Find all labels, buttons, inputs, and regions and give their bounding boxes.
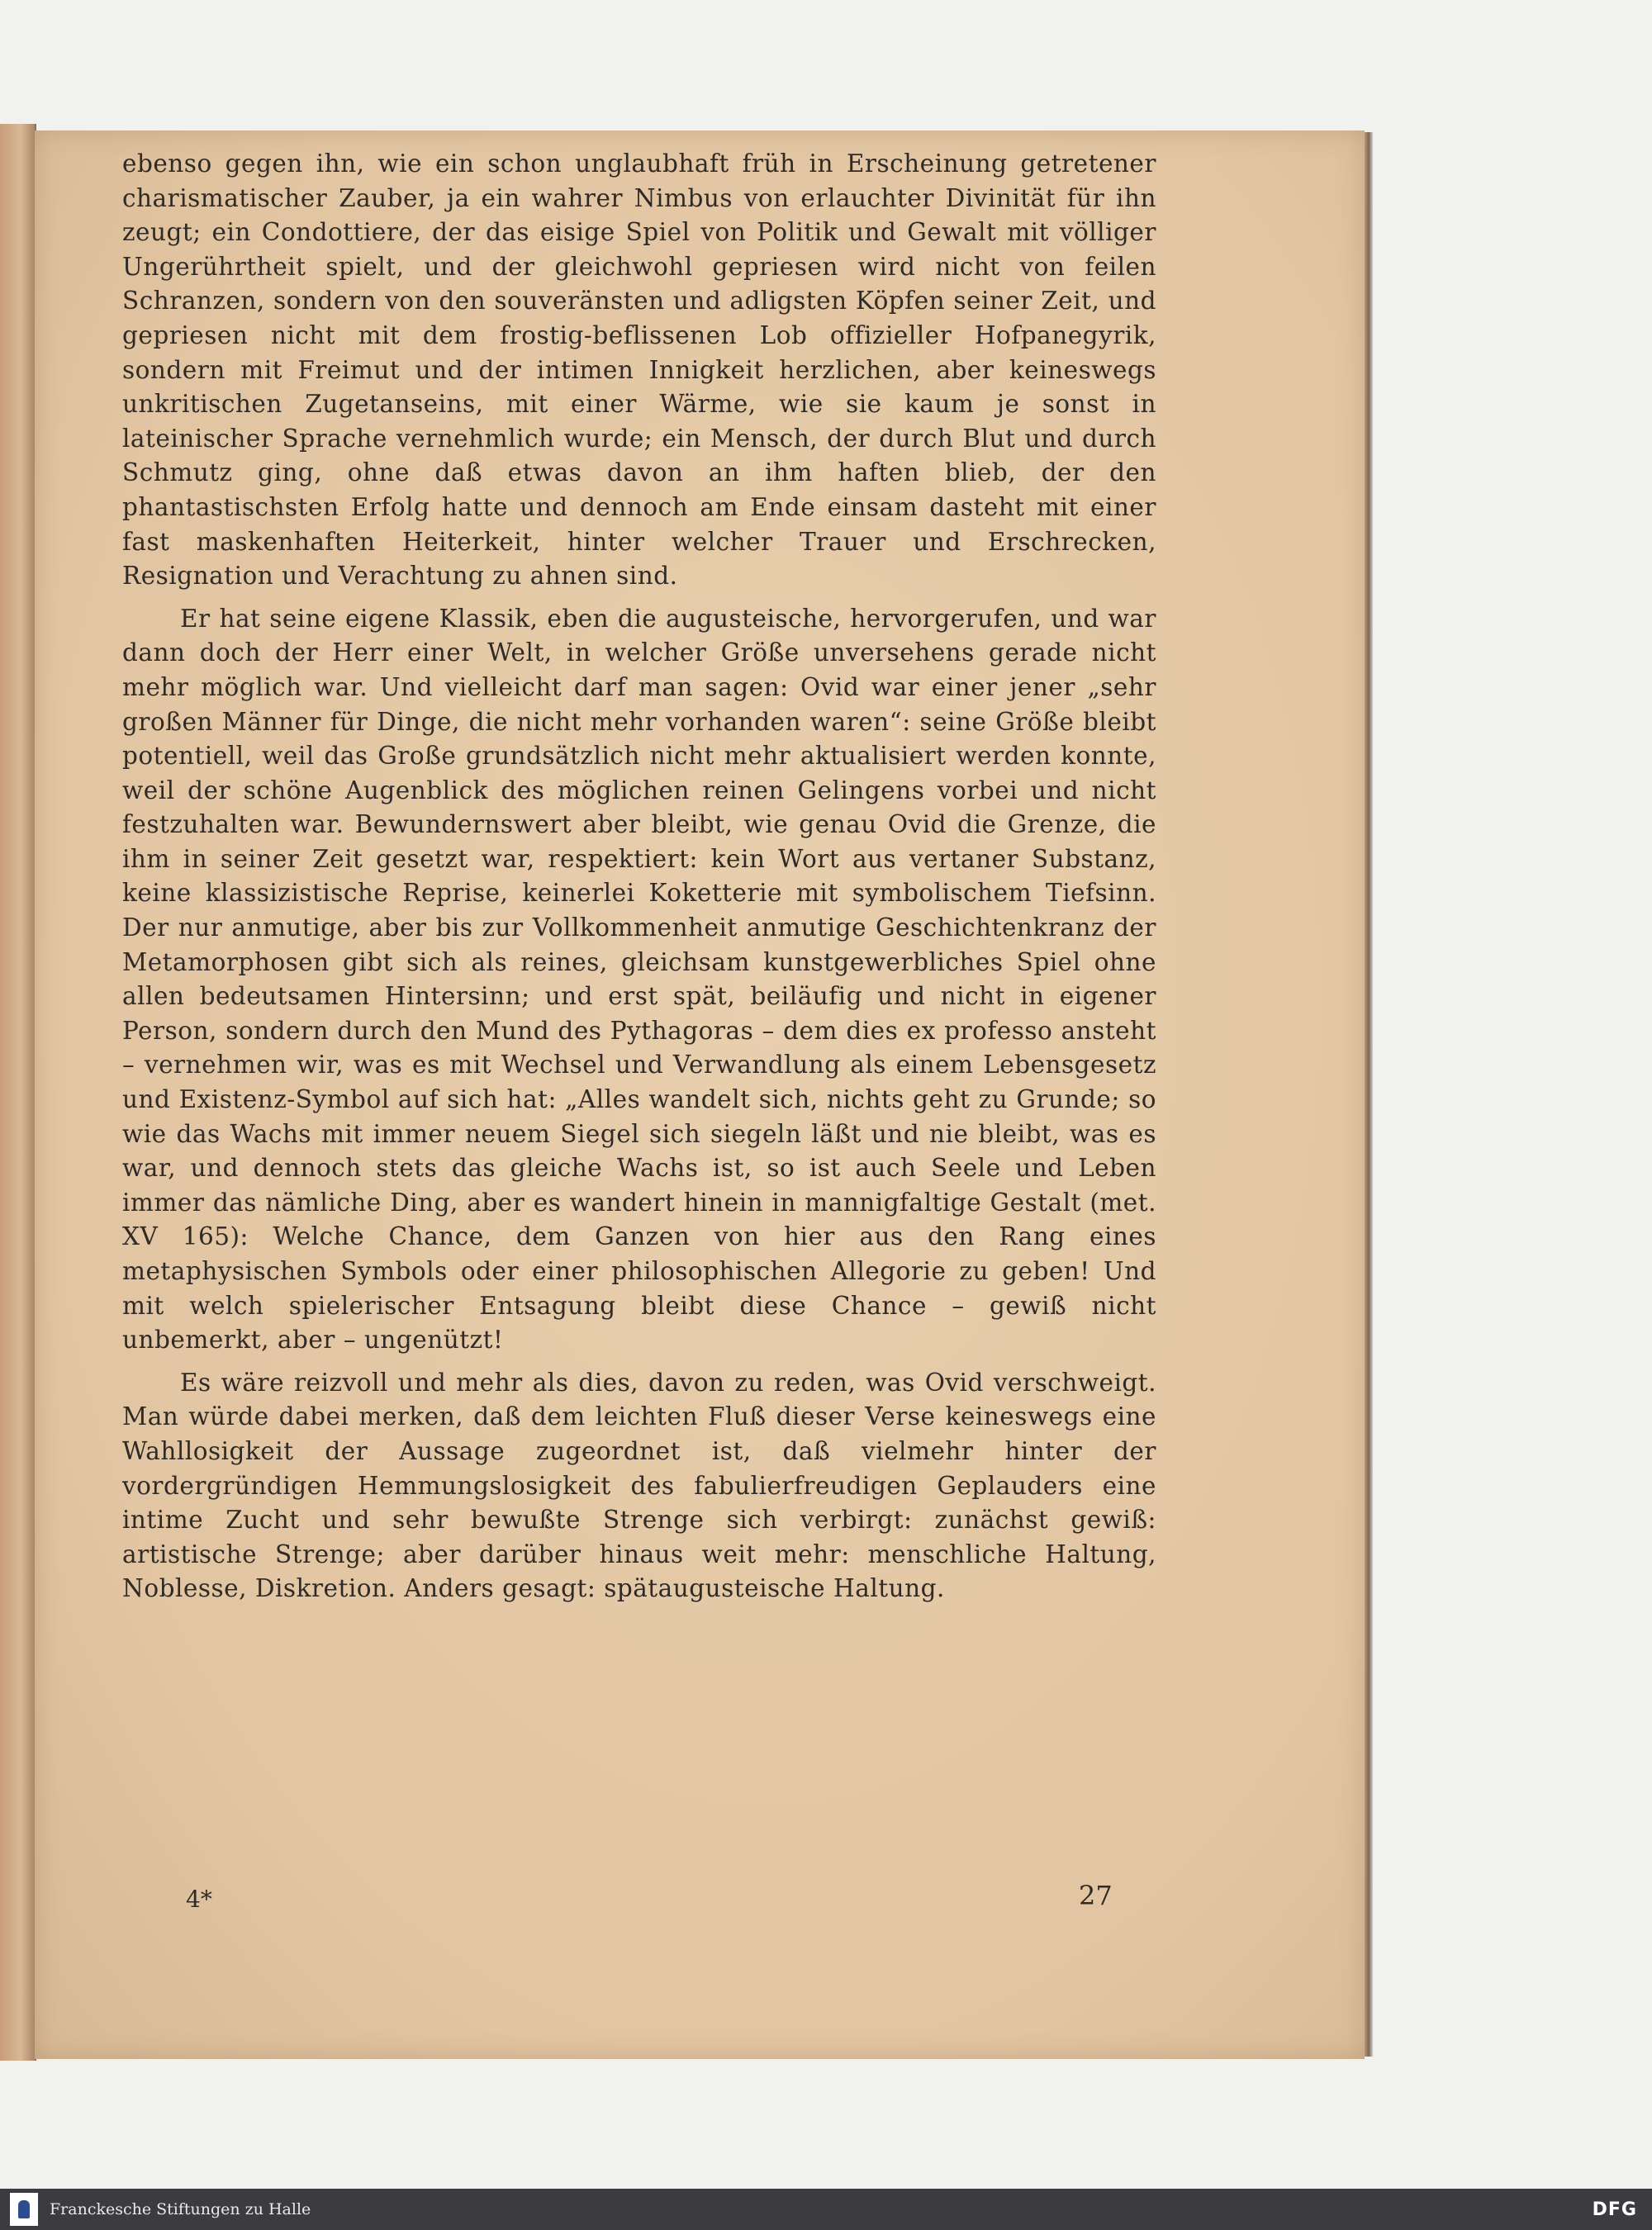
paragraph-2: Er hat seine eigene Klassik, eben die augusteische, hervorgerufen, und war dann doch der Herr einer Welt, in welcher Größe unversehens gerade nicht mehr möglich war. Und vielleicht darf man sagen: Ovid war einer jener „sehr großen Männer für Dinge, die nicht mehr vorhanden waren“: seine Größe bleibt potentiell, weil das Große grundsätzlich nicht mehr aktualisiert werden konnte, weil der schöne Augenblick des möglichen reinen Gelingens vorbei und nicht festzuhalten war. Bewundernswert aber bleibt, wie genau Ovid die Grenze, die ihm in seiner Zeit gesetzt war, respektiert: kein Wort aus vertaner Substanz, keine klassizistische Reprise, keinerlei Koketterie mit symbolischem Tiefsinn. Der nur anmutige, aber bis zur Vollkommenheit anmutige Geschichtenkranz der Metamorphosen gibt sich als reines, gleichsam kunstgewerbliches Spiel ohne allen bedeutsamen Hintersinn; und erst spät, beiläufig und nicht in eigener Person, sondern durch den Mund des Pythagoras – dem dies ex professo ansteht – vernehmen wir, was es mit Wechsel und Verwandlung als einem Lebensgesetz und Existenz-Symbol auf sich hat: „Alles wandelt sich, nichts geht zu Grunde; so wie das Wachs mit immer neuem Siegel sich siegeln läßt und nie bleibt, was es war, und dennoch stets das gleiche Wachs ist, so ist auch Seele und Leben immer das nämliche Ding, aber es wandert hinein in mannigfaltige Gestalt (met. XV 165): Welche Chance, dem Ganzen von hier aus den Rang eines metaphysischen Symbols oder einer philosophischen Allegorie zu geben! Und mit welch spielerischer Entsagung bleibt diese Chance – gewiß nicht unbemerkt, aber – ungenützt! bbox=[122, 604, 1156, 1355]
institution-logo-icon bbox=[10, 2193, 38, 2226]
page-number: 27 bbox=[1079, 1880, 1113, 1911]
funder-logo: DFG bbox=[1592, 2199, 1637, 2220]
institution-name: Franckesche Stiftungen zu Halle bbox=[50, 2200, 311, 2218]
paragraph-3: Es wäre reizvoll und mehr als dies, davon zu reden, was Ovid verschweigt. Man würde dabei merken, daß dem leichten Fluß dieser Verse keineswegs eine Wahllosigkeit der Aussage zugeordnet ist, daß vielmehr hinter der vordergründigen Hemmungslosigkeit des fabulierfreudigen Geplauders eine intime Zucht und sehr bewußte Strenge sich verbirgt: zunächst gewiß: artistische Strenge; aber darüber hinaus weit mehr: menschliche Haltung, Noblesse, Diskretion. Anders gesagt: spätaugusteische Haltung. bbox=[122, 1368, 1156, 1603]
facing-page-edge bbox=[0, 124, 36, 2061]
paragraph-1: ebenso gegen ihn, wie ein schon unglaubhaft früh in Erscheinung getretener charismatischer Zauber, ja ein wahrer Nimbus von erlauchter Divinität für ihn zeugt; ein Condottiere, der das eisige Spiel von Politik und Gewalt mit völliger Ungerührtheit spielt, und der gleichwohl gepriesen wird nicht von feilen Schranzen, sondern von den souveränsten und adligsten Köpfen seiner Zeit, und gepriesen nicht mit dem frostig-beflissenen Lob offizieller Hofpanegyrik, sondern mit Freimut und der intimen Innigkeit herzlichen, aber keineswegs unkritischen Zugetanseins, mit einer Wärme, wie sie kaum je sonst in lateinischer Sprache vernehmlich wurde; ein Mensch, der durch Blut und durch Schmutz ging, ohne daß etwas davon an ihm haften blieb, der den phantastischsten Erfolg hatte und dennoch am Ende einsam dasteht mit einer fast maskenhaften Heiterkeit, hinter welcher Trauer und Erschrecken, Resignation und Verachtung zu ahnen sind. bbox=[122, 149, 1156, 591]
signature-mark: 4* bbox=[186, 1886, 212, 1913]
body-text bbox=[122, 147, 1156, 1606]
viewer-footer bbox=[0, 2189, 1652, 2230]
page-edge bbox=[1365, 132, 1373, 2057]
